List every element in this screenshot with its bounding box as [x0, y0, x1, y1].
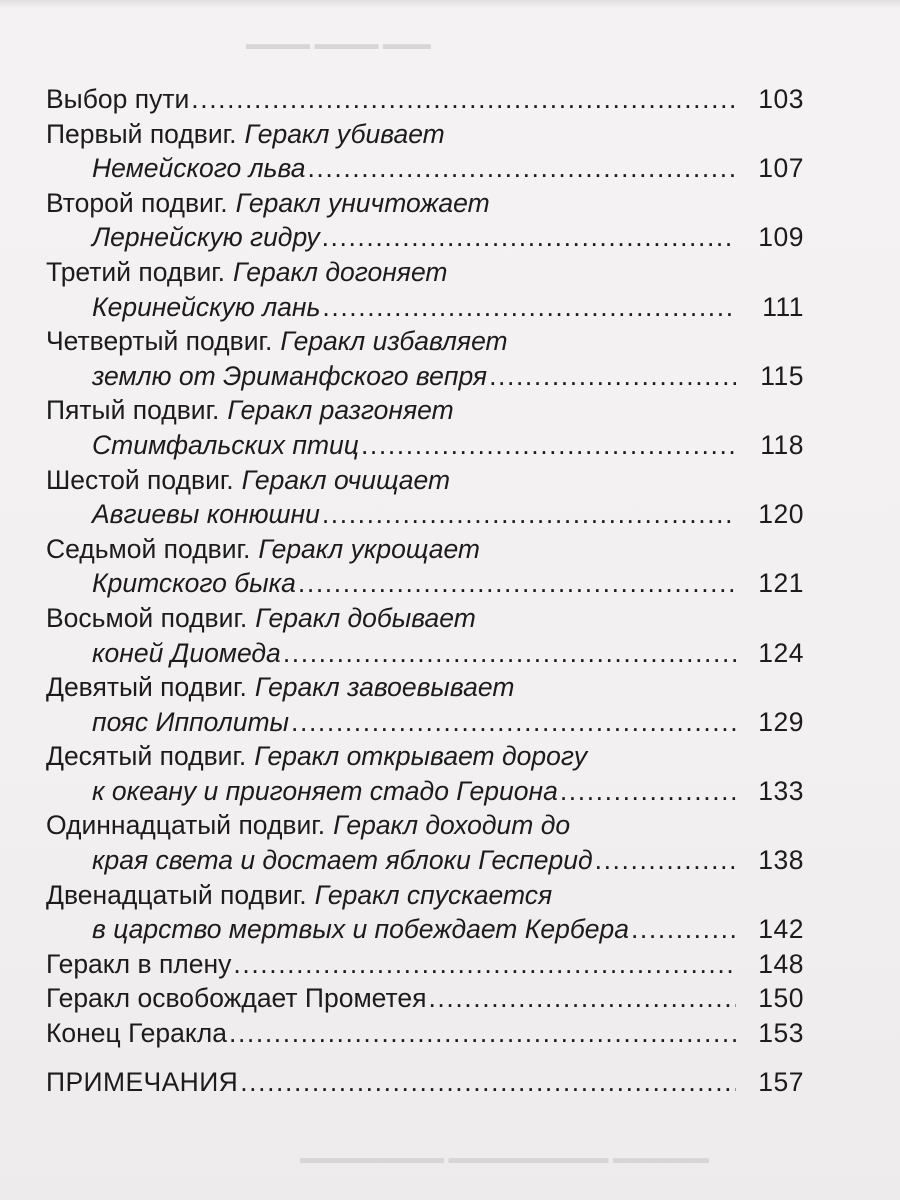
toc-page-number: 150 — [758, 983, 804, 1014]
toc-entry-subtitle: Критского быка — [92, 568, 296, 599]
toc-line-heading — [0, 186, 900, 221]
toc-entry-subtitle: Геракл открывает дорогу — [254, 741, 588, 772]
dot-leader — [307, 151, 736, 186]
toc-line-heading — [0, 739, 900, 774]
toc-page-number: 124 — [758, 637, 804, 668]
toc-entry-subtitle: землю от Эриманфского вепря — [92, 360, 488, 391]
toc-line-heading — [0, 324, 900, 359]
toc-page-number: 118 — [760, 429, 804, 460]
toc-entry-subtitle: Лернейскую гидру — [92, 222, 320, 253]
dot-leader — [191, 82, 736, 117]
toc-entry — [0, 532, 900, 601]
dot-leader — [560, 774, 736, 809]
toc-entry-label: Геракл освобождает Прометея — [46, 983, 427, 1014]
toc-entry-subtitle: Геракл разгоняет — [227, 395, 454, 426]
dot-leader — [631, 912, 736, 947]
toc-entry-label: Первый подвиг. — [46, 118, 237, 149]
dot-leader — [298, 566, 736, 601]
toc-line-continuation — [0, 428, 900, 463]
toc-entry — [0, 186, 900, 255]
toc-entry-subtitle: Немейского льва — [92, 153, 306, 184]
toc-page-number: 148 — [758, 948, 804, 979]
toc-line-heading — [0, 981, 900, 1016]
toc-entry-subtitle: Геракл укрощает — [258, 533, 480, 564]
bleed-through-text: ▬▬▬▬ ▬▬▬▬ ▬▬▬ — [246, 36, 431, 53]
toc-page-number: 153 — [758, 1018, 804, 1049]
toc-entry-subtitle: Керинейскую лань — [92, 291, 321, 322]
toc-entry-subtitle: Геракл завоевывает — [254, 672, 515, 703]
dot-leader — [361, 428, 736, 463]
toc-line-continuation — [0, 843, 900, 878]
toc-entry — [0, 463, 900, 532]
toc-entry-label: Выбор пути — [46, 84, 190, 114]
dot-leader — [595, 843, 736, 878]
toc-line-continuation — [0, 359, 900, 394]
toc-line-heading — [0, 463, 900, 498]
toc-entry-subtitle: Геракл очищает — [241, 464, 451, 495]
toc-line-heading — [0, 601, 900, 636]
toc-entry-subtitle: Геракл избавляет — [280, 326, 508, 357]
dot-leader — [322, 497, 736, 532]
toc-page-number: 129 — [758, 706, 804, 737]
toc-entry — [0, 981, 900, 1016]
toc-line-heading — [0, 117, 900, 152]
toc-page-number: 109 — [758, 222, 804, 253]
section-gap — [0, 1051, 900, 1065]
toc-entry-label: Третий подвиг. — [46, 256, 226, 287]
table-of-contents — [0, 82, 900, 1099]
toc-line-continuation — [0, 705, 900, 740]
toc-line-continuation — [0, 497, 900, 532]
toc-entry-label: Девятый подвиг. — [46, 672, 247, 703]
toc-entry-subtitle: в царство мертвых и побеждает Кербера — [92, 914, 629, 945]
toc-page-number: 157 — [758, 1066, 804, 1097]
dot-leader — [322, 290, 736, 325]
toc-entry-subtitle: пояс Ипполиты — [92, 706, 290, 737]
toc-line-continuation — [0, 912, 900, 947]
toc-entry-label: Геракл в плену — [46, 948, 232, 979]
toc-page-number: 111 — [762, 291, 804, 322]
toc-entry-subtitle: Геракл уничтожает — [235, 187, 490, 218]
toc-entry — [0, 808, 900, 877]
dot-leader — [229, 1016, 736, 1051]
dot-leader — [322, 220, 736, 255]
dot-leader — [233, 947, 736, 982]
toc-entry — [0, 393, 900, 462]
toc-entry — [0, 1016, 900, 1051]
toc-entry-label: Конец Геракла — [46, 1018, 227, 1049]
toc-entry-subtitle: Геракл догоняет — [233, 256, 448, 287]
toc-page-number: 120 — [758, 499, 804, 530]
toc-entry — [0, 739, 900, 808]
toc-line-continuation — [0, 774, 900, 809]
toc-line-continuation — [0, 636, 900, 671]
toc-entry — [0, 670, 900, 739]
dot-leader — [291, 705, 736, 740]
toc-entry — [0, 82, 900, 117]
toc-entry-label: Двенадцатый подвиг. — [46, 879, 307, 910]
toc-entry — [0, 117, 900, 186]
toc-line-heading — [0, 532, 900, 567]
toc-page-number: 103 — [758, 84, 804, 114]
toc-line-heading — [0, 808, 900, 843]
toc-line-continuation — [0, 566, 900, 601]
toc-page-number: 121 — [758, 568, 804, 599]
toc-line-continuation — [0, 151, 900, 186]
toc-line-heading — [0, 670, 900, 705]
toc-line-heading — [0, 393, 900, 428]
toc-page-number: 138 — [758, 845, 804, 876]
toc-entry-label: Одиннадцатый подвиг. — [46, 810, 326, 841]
toc-entry-label: Десятый подвиг. — [46, 741, 247, 772]
toc-entry-label: Пятый подвиг. — [46, 395, 220, 426]
toc-page-number: 107 — [758, 153, 804, 184]
toc-notes-label: ПРИМЕЧАНИЯ — [46, 1066, 239, 1097]
toc-entry-label: Восьмой подвиг. — [46, 602, 248, 633]
toc-entry-subtitle: к океану и пригоняет стадо Гериона — [92, 775, 558, 806]
toc-line-heading — [0, 82, 900, 117]
toc-entry-label: Седьмой подвиг. — [46, 533, 251, 564]
toc-line-heading — [0, 255, 900, 290]
dot-leader — [428, 981, 736, 1016]
toc-page-number: 115 — [760, 360, 804, 391]
page-top-shadow — [0, 0, 900, 8]
toc-line-heading — [0, 878, 900, 913]
toc-entry-subtitle: Авгиевы конюшни — [92, 499, 320, 530]
toc-entry — [0, 324, 900, 393]
toc-page-number: 142 — [758, 914, 804, 945]
toc-entry-subtitle: Геракл доходит до — [333, 810, 571, 841]
toc-entry-label: Шестой подвиг. — [46, 464, 234, 495]
toc-entry-subtitle: Геракл добывает — [255, 602, 476, 633]
toc-page-number: 133 — [758, 775, 804, 806]
toc-entry — [0, 947, 900, 982]
dot-leader — [489, 359, 736, 394]
toc-line-continuation — [0, 290, 900, 325]
toc-entry-subtitle: Геракл убивает — [244, 118, 445, 149]
dot-leader — [283, 636, 736, 671]
toc-line-continuation — [0, 220, 900, 255]
toc-entry-subtitle: Стимфальских птиц — [92, 429, 359, 460]
toc-line-heading — [0, 947, 900, 982]
toc-entry — [0, 601, 900, 670]
toc-entry-subtitle: края света и достает яблоки Гесперид — [92, 845, 593, 876]
toc-line-heading — [0, 1016, 900, 1051]
toc-entry-subtitle: Геракл спускается — [314, 879, 553, 910]
toc-notes-entry — [0, 1065, 900, 1100]
toc-entry-subtitle: коней Диомеда — [92, 637, 281, 668]
toc-entry — [0, 878, 900, 947]
bleed-through-text: ▬▬▬▬▬▬▬▬▬ ▬▬▬▬▬▬▬▬▬▬ ▬▬▬▬▬▬ — [300, 1150, 709, 1167]
toc-entry — [0, 255, 900, 324]
toc-entry-label: Четвертый подвиг. — [46, 326, 273, 357]
dot-leader — [240, 1065, 736, 1100]
toc-entry-label: Второй подвиг. — [46, 187, 228, 218]
